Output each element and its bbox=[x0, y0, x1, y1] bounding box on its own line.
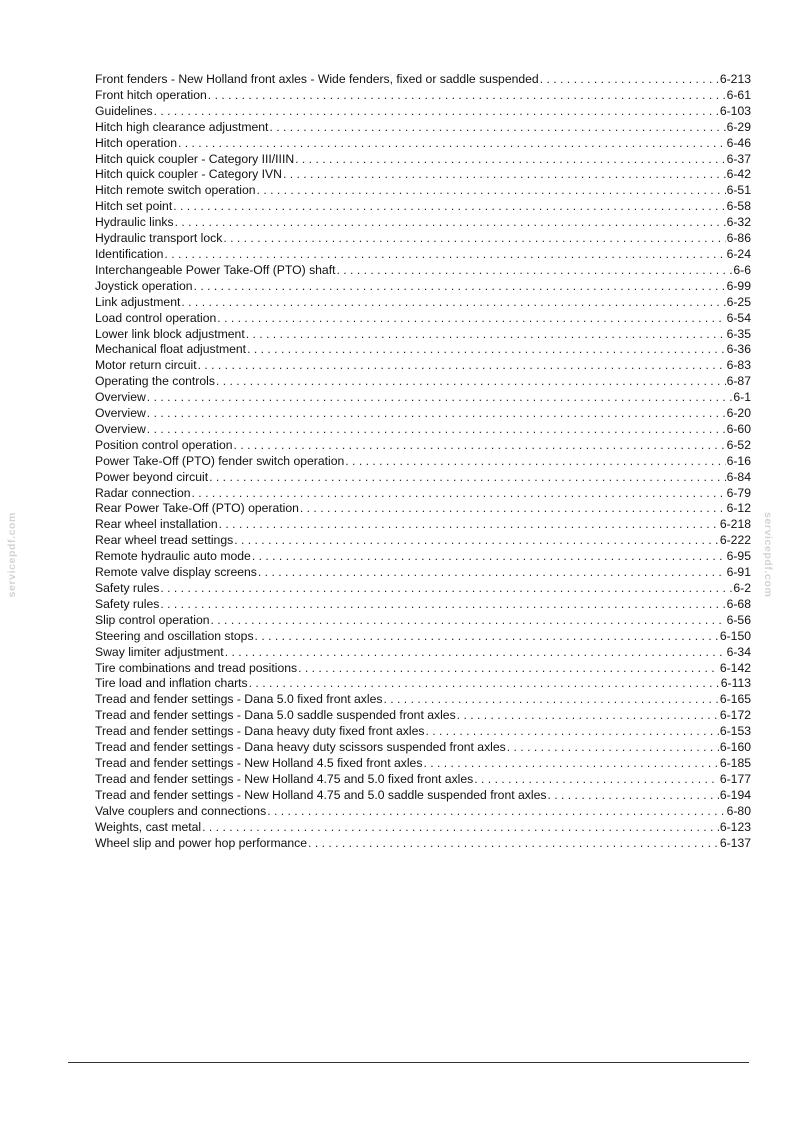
dot-leader bbox=[283, 167, 726, 183]
index-entry[interactable] bbox=[95, 152, 751, 168]
entry-page-number: 6-51 bbox=[726, 183, 751, 198]
entry-page-number: 6-160 bbox=[719, 740, 751, 755]
entry-page-number: 6-218 bbox=[719, 517, 751, 532]
dot-leader bbox=[173, 199, 725, 215]
index-entry[interactable] bbox=[95, 581, 751, 597]
dot-leader bbox=[474, 772, 719, 788]
index-entry[interactable] bbox=[95, 756, 751, 772]
entry-label: Safety rules bbox=[95, 581, 160, 595]
entry-label: Hitch remote switch operation bbox=[95, 183, 256, 198]
entry-label: Valve couplers and connections bbox=[95, 803, 267, 818]
index-entry[interactable] bbox=[95, 136, 751, 152]
entry-page-number: 6-34 bbox=[726, 644, 751, 659]
entry-page-number: 6-153 bbox=[719, 724, 751, 739]
entry-label: Hitch set point bbox=[95, 199, 173, 214]
dot-leader bbox=[181, 295, 725, 311]
index-entry[interactable] bbox=[95, 327, 751, 343]
dot-leader bbox=[246, 327, 726, 343]
dot-leader bbox=[209, 470, 725, 486]
dot-leader bbox=[540, 72, 719, 88]
index-entry[interactable] bbox=[95, 295, 751, 311]
entry-page-number: 6-222 bbox=[719, 533, 751, 548]
entry-page-number: 6-150 bbox=[719, 628, 751, 643]
index-entry[interactable] bbox=[95, 247, 751, 263]
entry-page-number: 6-52 bbox=[726, 437, 751, 452]
index-entry[interactable] bbox=[95, 740, 751, 756]
dot-leader bbox=[154, 104, 719, 120]
entry-label: Tread and fender settings - Dana heavy duty fixed front axles bbox=[95, 724, 425, 739]
dot-leader bbox=[425, 724, 718, 740]
dot-leader bbox=[202, 820, 719, 836]
index-entry[interactable] bbox=[95, 788, 751, 804]
entry-label: Tire combinations and tread positions bbox=[95, 660, 298, 675]
entry-label: Steering and oscillation stops bbox=[95, 628, 254, 643]
entry-page-number: 6-20 bbox=[726, 406, 751, 421]
entry-label: Rear wheel tread settings bbox=[95, 533, 234, 548]
entry-page-number: 6-24 bbox=[726, 246, 751, 261]
entry-label: Overview bbox=[95, 406, 146, 421]
index-entry[interactable] bbox=[95, 708, 751, 724]
watermark-right: servicepdf.com bbox=[762, 512, 774, 598]
entry-label: Overview bbox=[95, 421, 146, 436]
index-entry[interactable] bbox=[95, 167, 751, 183]
entry-label: Identification bbox=[95, 246, 164, 261]
entry-label: Radar connection bbox=[95, 485, 191, 500]
index-entry[interactable] bbox=[95, 629, 751, 645]
entry-label: Sway limiter adjustment bbox=[95, 644, 224, 659]
index-entry[interactable] bbox=[95, 120, 751, 136]
entry-page-number: 6-91 bbox=[726, 565, 751, 580]
dot-leader bbox=[178, 136, 726, 152]
entry-page-number: 6-35 bbox=[726, 326, 751, 341]
index-entry[interactable] bbox=[95, 374, 751, 390]
entry-page-number: 6-172 bbox=[719, 708, 751, 723]
entry-page-number: 6-46 bbox=[726, 135, 751, 150]
index-entry[interactable] bbox=[95, 406, 751, 422]
dot-leader bbox=[257, 183, 726, 199]
entry-page-number: 6-6 bbox=[733, 262, 751, 277]
index-entry[interactable] bbox=[95, 231, 751, 247]
dot-leader bbox=[223, 231, 725, 247]
index-entry[interactable] bbox=[95, 613, 751, 629]
entry-label: Remote hydraulic auto mode bbox=[95, 549, 251, 564]
dot-leader bbox=[255, 629, 719, 645]
entry-label: Hitch quick coupler - Category III/IIIN bbox=[95, 151, 295, 166]
index-entry[interactable] bbox=[95, 533, 751, 549]
entry-page-number: 6-54 bbox=[726, 310, 751, 325]
index-entry[interactable] bbox=[95, 724, 751, 740]
entry-label: Safety rules bbox=[95, 596, 160, 611]
entry-label: Tread and fender settings - Dana 5.0 fixed front axles bbox=[95, 692, 383, 707]
entry-page-number: 6-25 bbox=[726, 294, 751, 309]
dot-leader bbox=[175, 215, 726, 231]
entry-label: Tread and fender settings - New Holland 4.75 and 5.0 fixed front axles bbox=[95, 771, 474, 786]
dot-leader bbox=[147, 390, 733, 406]
entry-page-number: 6-29 bbox=[726, 119, 751, 134]
index-entry[interactable] bbox=[95, 390, 751, 406]
entry-page-number: 6-12 bbox=[726, 501, 751, 516]
entry-label: Tread and fender settings - Dana 5.0 saddle suspended front axles bbox=[95, 708, 456, 723]
dot-leader bbox=[225, 645, 726, 661]
dot-leader bbox=[258, 565, 726, 581]
index-entry[interactable] bbox=[95, 183, 751, 199]
index-entry[interactable] bbox=[95, 486, 751, 502]
index-entry[interactable] bbox=[95, 438, 751, 454]
entry-page-number: 6-87 bbox=[726, 374, 751, 389]
entry-label: Wheel slip and power hop performance bbox=[95, 835, 308, 850]
entry-label: Remote valve display screens bbox=[95, 565, 257, 580]
index-entry[interactable] bbox=[95, 358, 751, 374]
dot-leader bbox=[252, 549, 726, 565]
index-entry[interactable] bbox=[95, 470, 751, 486]
index-entry[interactable] bbox=[95, 199, 751, 215]
index-entry[interactable] bbox=[95, 104, 751, 120]
entry-label: Rear wheel installation bbox=[95, 517, 218, 532]
entry-page-number: 6-36 bbox=[726, 342, 751, 357]
index-entry[interactable] bbox=[95, 692, 751, 708]
entry-page-number: 6-80 bbox=[726, 803, 751, 818]
entry-page-number: 6-137 bbox=[719, 835, 751, 850]
entry-label: Front fenders - New Holland front axles - Wide fenders, fixed or saddle suspended bbox=[95, 72, 539, 86]
entry-label: Operating the controls bbox=[95, 374, 215, 389]
dot-leader bbox=[337, 263, 733, 279]
entry-label: Front hitch operation bbox=[95, 87, 207, 102]
dot-leader bbox=[217, 311, 725, 327]
index-entry[interactable] bbox=[95, 342, 751, 358]
dot-leader bbox=[423, 756, 718, 772]
index-entry[interactable] bbox=[95, 772, 751, 788]
entry-label: Slip control operation bbox=[95, 612, 210, 627]
dot-leader bbox=[208, 88, 726, 104]
dot-leader bbox=[269, 120, 725, 136]
dot-leader bbox=[198, 358, 726, 374]
index-entry[interactable] bbox=[95, 422, 751, 438]
entry-label: Lower link block adjustment bbox=[95, 326, 245, 341]
entry-page-number: 6-185 bbox=[719, 755, 751, 770]
entry-page-number: 6-95 bbox=[726, 549, 751, 564]
dot-leader bbox=[216, 374, 726, 390]
index-entry[interactable] bbox=[95, 597, 751, 613]
dot-leader bbox=[295, 152, 725, 168]
entry-page-number: 6-194 bbox=[719, 787, 751, 802]
dot-leader bbox=[211, 613, 726, 629]
entry-label: Power Take-Off (PTO) fender switch operation bbox=[95, 453, 345, 468]
index-entry[interactable] bbox=[95, 263, 751, 279]
index-entry[interactable] bbox=[95, 836, 751, 852]
entry-page-number: 6-68 bbox=[726, 596, 751, 611]
entry-page-number: 6-1 bbox=[733, 390, 751, 405]
dot-leader bbox=[194, 279, 726, 295]
entry-page-number: 6-99 bbox=[726, 278, 751, 293]
index-entry[interactable] bbox=[95, 88, 751, 104]
index-entry[interactable] bbox=[95, 501, 751, 517]
index-entry[interactable] bbox=[95, 820, 751, 836]
entry-page-number: 6-32 bbox=[726, 215, 751, 230]
entry-page-number: 6-103 bbox=[719, 103, 751, 118]
entry-page-number: 6-42 bbox=[726, 167, 751, 182]
entry-label: Guidelines bbox=[95, 103, 153, 118]
dot-leader bbox=[160, 581, 732, 597]
entry-label: Motor return circuit bbox=[95, 358, 197, 373]
dot-leader bbox=[219, 517, 719, 533]
entry-label: Interchangeable Power Take-Off (PTO) shaft bbox=[95, 262, 336, 277]
entry-page-number: 6-58 bbox=[726, 199, 751, 214]
dot-leader bbox=[164, 247, 725, 263]
entry-page-number: 6-213 bbox=[719, 72, 751, 86]
watermark-left: servicepdf.com bbox=[6, 512, 18, 598]
entry-label: Hydraulic links bbox=[95, 215, 174, 230]
entry-page-number: 6-61 bbox=[726, 87, 751, 102]
index-entry[interactable] bbox=[95, 215, 751, 231]
dot-leader bbox=[383, 692, 718, 708]
index-list bbox=[95, 72, 751, 851]
dot-leader bbox=[298, 661, 719, 677]
dot-leader bbox=[192, 486, 726, 502]
entry-page-number: 6-123 bbox=[719, 819, 751, 834]
entry-page-number: 6-113 bbox=[720, 676, 751, 691]
dot-leader bbox=[547, 788, 718, 804]
entry-page-number: 6-56 bbox=[726, 612, 751, 627]
footer-rule bbox=[68, 1062, 749, 1063]
dot-leader bbox=[300, 501, 726, 517]
index-entry[interactable] bbox=[95, 645, 751, 661]
entry-label: Hydraulic transport lock bbox=[95, 231, 223, 246]
entry-label: Overview bbox=[95, 390, 146, 405]
index-entry[interactable] bbox=[95, 565, 751, 581]
entry-page-number: 6-79 bbox=[726, 485, 751, 500]
entry-label: Hitch quick coupler - Category IVN bbox=[95, 167, 282, 182]
dot-leader bbox=[507, 740, 719, 756]
index-entry[interactable] bbox=[95, 311, 751, 327]
dot-leader bbox=[234, 438, 726, 454]
dot-leader bbox=[345, 454, 725, 470]
dot-leader bbox=[147, 406, 726, 422]
entry-page-number: 6-142 bbox=[719, 660, 751, 675]
dot-leader bbox=[267, 804, 725, 820]
dot-leader bbox=[160, 597, 725, 613]
entry-label: Link adjustment bbox=[95, 294, 181, 309]
index-entry[interactable] bbox=[95, 279, 751, 295]
dot-leader bbox=[308, 836, 719, 852]
entry-page-number: 6-60 bbox=[726, 421, 751, 436]
index-entry[interactable] bbox=[95, 72, 751, 88]
entry-label: Tread and fender settings - Dana heavy duty scissors suspended front axles bbox=[95, 740, 506, 755]
index-entry[interactable] bbox=[95, 549, 751, 565]
entry-page-number: 6-86 bbox=[726, 231, 751, 246]
entry-label: Joystick operation bbox=[95, 278, 193, 293]
entry-page-number: 6-84 bbox=[726, 469, 751, 484]
index-entry[interactable] bbox=[95, 804, 751, 820]
dot-leader bbox=[457, 708, 719, 724]
index-entry[interactable] bbox=[95, 454, 751, 470]
entry-label: Tread and fender settings - New Holland 4.75 and 5.0 saddle suspended front axles bbox=[95, 787, 547, 802]
entry-page-number: 6-83 bbox=[726, 358, 751, 373]
index-entry[interactable] bbox=[95, 661, 751, 677]
entry-label: Hitch operation bbox=[95, 135, 177, 150]
entry-label: Position control operation bbox=[95, 437, 233, 452]
entry-page-number: 6-37 bbox=[726, 151, 751, 166]
entry-label: Weights, cast metal bbox=[95, 819, 202, 834]
dot-leader bbox=[234, 533, 719, 549]
entry-label: Hitch high clearance adjustment bbox=[95, 119, 269, 134]
entry-label: Tread and fender settings - New Holland 4.5 fixed front axles bbox=[95, 755, 423, 770]
entry-label: Load control operation bbox=[95, 310, 217, 325]
entry-page-number: 6-177 bbox=[719, 771, 751, 786]
entry-page-number: 6-16 bbox=[726, 453, 751, 468]
dot-leader bbox=[249, 676, 720, 692]
index-entry[interactable] bbox=[95, 517, 751, 533]
entry-label: Mechanical float adjustment bbox=[95, 342, 247, 357]
entry-page-number: 6-165 bbox=[719, 692, 751, 707]
entry-label: Rear Power Take-Off (PTO) operation bbox=[95, 501, 299, 516]
index-entry[interactable] bbox=[95, 676, 751, 692]
entry-label: Tire load and inflation charts bbox=[95, 676, 248, 691]
entry-page-number: 6-2 bbox=[733, 581, 751, 595]
dot-leader bbox=[147, 422, 726, 438]
entry-label: Power beyond circuit bbox=[95, 469, 209, 484]
dot-leader bbox=[247, 342, 726, 358]
